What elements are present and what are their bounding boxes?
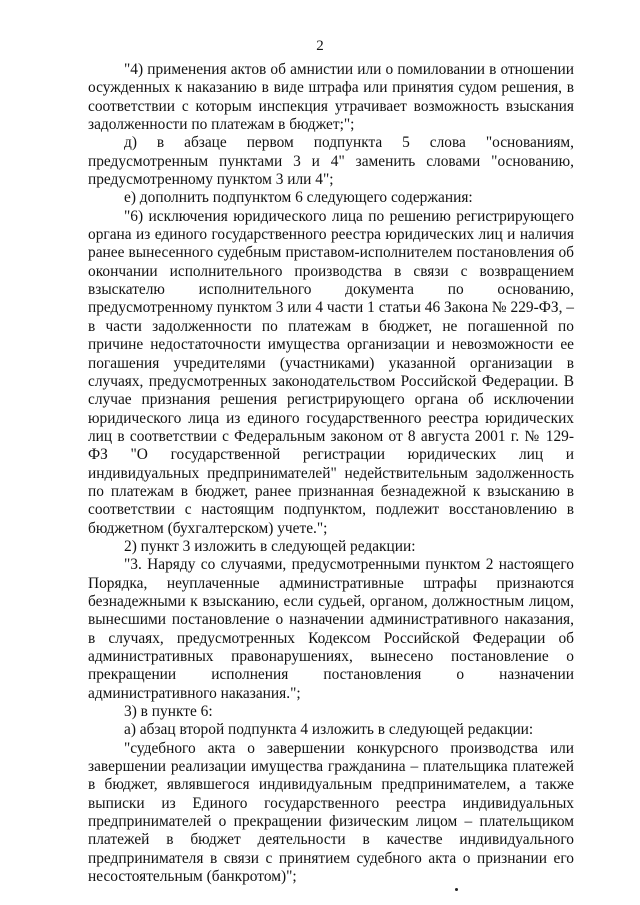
paragraph-point-3-text: "3. Наряду со случаями, предусмотренными пунктом 2 настоящего Порядка, неуплаченные административные штрафы признаются безнадежными к взысканию, если судьей, органом, должностным лицом, вынесшими постановление о назначении административного наказания, в случаях, предусмотренных Кодексом Российской Федерации об административных правонарушениях, вынесено постановление о прекращении исполнения постановления о назначении административного наказания."; — [88, 556, 574, 702]
paragraph-point-3: 3) в пункте 6: — [124, 703, 213, 721]
paragraph-item-4: "4) применения актов об амнистии или о помиловании в отношении осужденных к наказанию в виде штрафа или принятия судом решения, в соответствии с которым инспекция утрачивает возможность взыскания задолженности по платежам в бюджет;"; — [88, 61, 574, 134]
paragraph-subitem-e: е) дополнить подпунктом 6 следующего содержания: — [124, 189, 473, 207]
paragraph-subitem-d: д) в абзаце первом подпункта 5 слова "основаниям, предусмотренным пунктами 3 и 4" заменить словами "основанию, предусмотренному пунктом 3 или 4"; — [88, 134, 574, 189]
paragraph-point-2: 2) пункт 3 изложить в следующей редакции: — [124, 537, 416, 555]
paragraph-court-act: "судебного акта о завершении конкурсного производства или завершении реализации имущества гражданина – плательщика платежей в бюджет, являвшегося индивидуальным предпринимателем, а также выписки из Единого государственного реестра индивидуальных предпринимателей о прекращении физическим лицом – плательщиком платежей в бюджет деятельности в качестве индивидуального предпринимателя в связи с принятием судебного акта о признании его несостоятельным (банкротом)"; — [88, 739, 574, 886]
paragraph-item-6: "6) исключения юридического лица по решению регистрирующего органа из единого государственного реестра юридических лиц и наличия ранее вынесенного судебным приставом-исполнителем постановления об окончании исполнительного производства в связи с возвращением взыскателю исполнительного документа по основанию, предусмотренному пунктом 3 или 4 части 1 статьи 46 Закона № 229-ФЗ, – в части задолженности по платежам в бюджет, не погашенной по причине недостаточности имущества организации и невозможности ее погашения учредителями (участниками) указанной организации в случаях, предусмотренных законодательством Российской Федерации. В случае признания решения регистрирующего органа об исключении юридического лица из единого государственного реестра юридических лиц в соответствии с Федеральным законом от 8 августа 2001 г. № 129-ФЗ "О государственной регистрации юридических лиц и индивидуальных предпринимателей" недействительным задолженность по платежам в бюджет, ранее признанная безнадежной к взысканию в соответствии с настоящим подпунктом, подлежит восстановлению в бюджетном (бухгалтерском) учете."; — [88, 207, 574, 537]
document-body — [88, 61, 574, 886]
scan-speck — [455, 888, 458, 891]
page-number: 2 — [316, 38, 324, 54]
paragraph-subitem-a: а) абзац второй подпункта 4 изложить в следующей редакции: — [124, 721, 534, 739]
